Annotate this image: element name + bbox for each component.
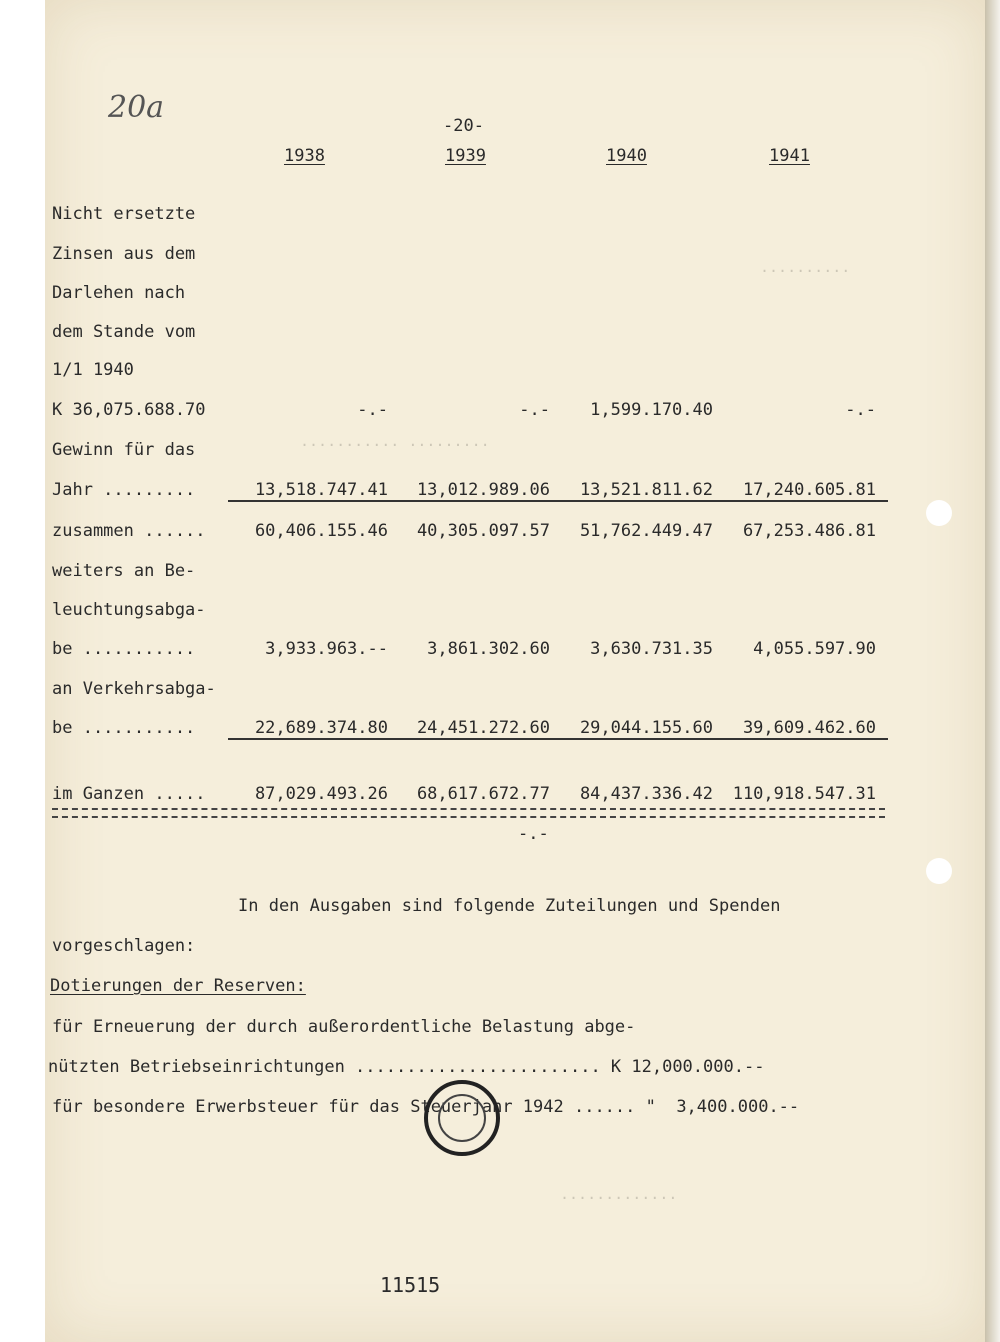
- row-label-line: an Verkehrsabga-: [52, 679, 216, 699]
- row-label-line: weiters an Be-: [52, 561, 196, 581]
- cell-verkehr-1939: 24,451.272.60: [416, 718, 550, 738]
- paragraph-line: vorgeschlagen:: [52, 936, 196, 956]
- cell-beleuchtung-1939: 3,861.302.60: [427, 639, 550, 659]
- show-through-text: .............: [560, 1185, 678, 1203]
- cell-verkehr-1941: 39,609.462.60: [742, 718, 876, 738]
- reserves-heading: Dotierungen der Reserven:: [50, 976, 306, 996]
- cell-verkehr-1940: 29,044.155.60: [579, 718, 713, 738]
- cell-beleuchtung-1941: 4,055.597.90: [753, 639, 876, 659]
- punch-hole: [926, 500, 952, 526]
- row-label-line: dem Stande vom: [52, 322, 196, 342]
- row-label-line: Gewinn für das: [52, 440, 196, 460]
- cell-darlehen-1938: -.-: [357, 400, 388, 420]
- cell-beleuchtung-1938: 3,933.963.--: [265, 639, 388, 659]
- cell-zusammen-1940: 51,762.449.47: [579, 521, 713, 541]
- cell-ganzen-1938: 87,029.493.26: [254, 784, 388, 804]
- cell-darlehen-1939: -.-: [519, 400, 550, 420]
- document-number: 11515: [380, 1273, 441, 1297]
- row-label-line: 1/1 1940: [52, 360, 134, 380]
- page-edge-shadow: [985, 0, 1000, 1342]
- row-label-jahr: Jahr .........: [52, 480, 196, 500]
- punch-hole: [926, 858, 952, 884]
- page-number: -20-: [443, 116, 484, 136]
- cell-jahr-1938: 13,518.747.41: [254, 480, 388, 500]
- row-label-be: be ...........: [52, 718, 196, 738]
- show-through-text: ..........: [760, 258, 851, 276]
- cell-ganzen-1939: 68,617.672.77: [416, 784, 550, 804]
- cell-jahr-1941: 17,240.605.81: [742, 480, 876, 500]
- reserve-item-line: nützten Betriebseinrichtungen ........................ K 12,000.000.--: [48, 1057, 765, 1077]
- paper-sheet: [45, 0, 985, 1342]
- cell-ganzen-1940: 84,437.336.42: [579, 784, 713, 804]
- show-through-text: ........... .........: [300, 432, 490, 450]
- double-total-rule: [52, 808, 885, 818]
- sum-underline: [228, 500, 888, 502]
- row-label-line: Zinsen aus dem: [52, 244, 196, 264]
- handwritten-page-mark: 20a: [108, 90, 165, 125]
- reserve-item-line: für Erneuerung der durch außerordentliche Belastung abge-: [52, 1017, 636, 1037]
- row-label-line: Darlehen nach: [52, 283, 186, 303]
- section-separator: -.-: [518, 824, 549, 844]
- row-label-be: be ...........: [52, 639, 196, 659]
- row-label-line: Nicht ersetzte: [52, 204, 196, 224]
- year-header-1938: 1938: [284, 146, 325, 166]
- year-header-1939: 1939: [445, 146, 486, 166]
- cell-ganzen-1941: 110,918.547.31: [732, 784, 876, 804]
- sum-underline: [228, 738, 888, 740]
- cell-zusammen-1939: 40,305.097.57: [416, 521, 550, 541]
- year-header-1940: 1940: [606, 146, 647, 166]
- row-label-ganzen: im Ganzen .....: [52, 784, 206, 804]
- cell-verkehr-1938: 22,689.374.80: [254, 718, 388, 738]
- year-header-1941: 1941: [769, 146, 810, 166]
- row-label-line: leuchtungsabga-: [52, 600, 206, 620]
- cell-darlehen-1940: 1,599.170.40: [590, 400, 713, 420]
- paragraph-line: In den Ausgaben sind folgende Zuteilungen und Spenden: [238, 896, 781, 916]
- cell-zusammen-1941: 67,253.486.81: [742, 521, 876, 541]
- row-label-amount: K 36,075.688.70: [52, 400, 206, 420]
- cell-zusammen-1938: 60,406.155.46: [254, 521, 388, 541]
- cell-darlehen-1941: -.-: [845, 400, 876, 420]
- cell-beleuchtung-1940: 3,630.731.35: [590, 639, 713, 659]
- reserve-item-line: für besondere Erwerbsteuer für das Steuerjahr 1942 ...... " 3,400.000.--: [52, 1097, 800, 1117]
- cell-jahr-1939: 13,012.989.06: [416, 480, 550, 500]
- cell-jahr-1940: 13,521.811.62: [579, 480, 713, 500]
- archive-stamp: [424, 1080, 500, 1156]
- row-label-zusammen: zusammen ......: [52, 521, 206, 541]
